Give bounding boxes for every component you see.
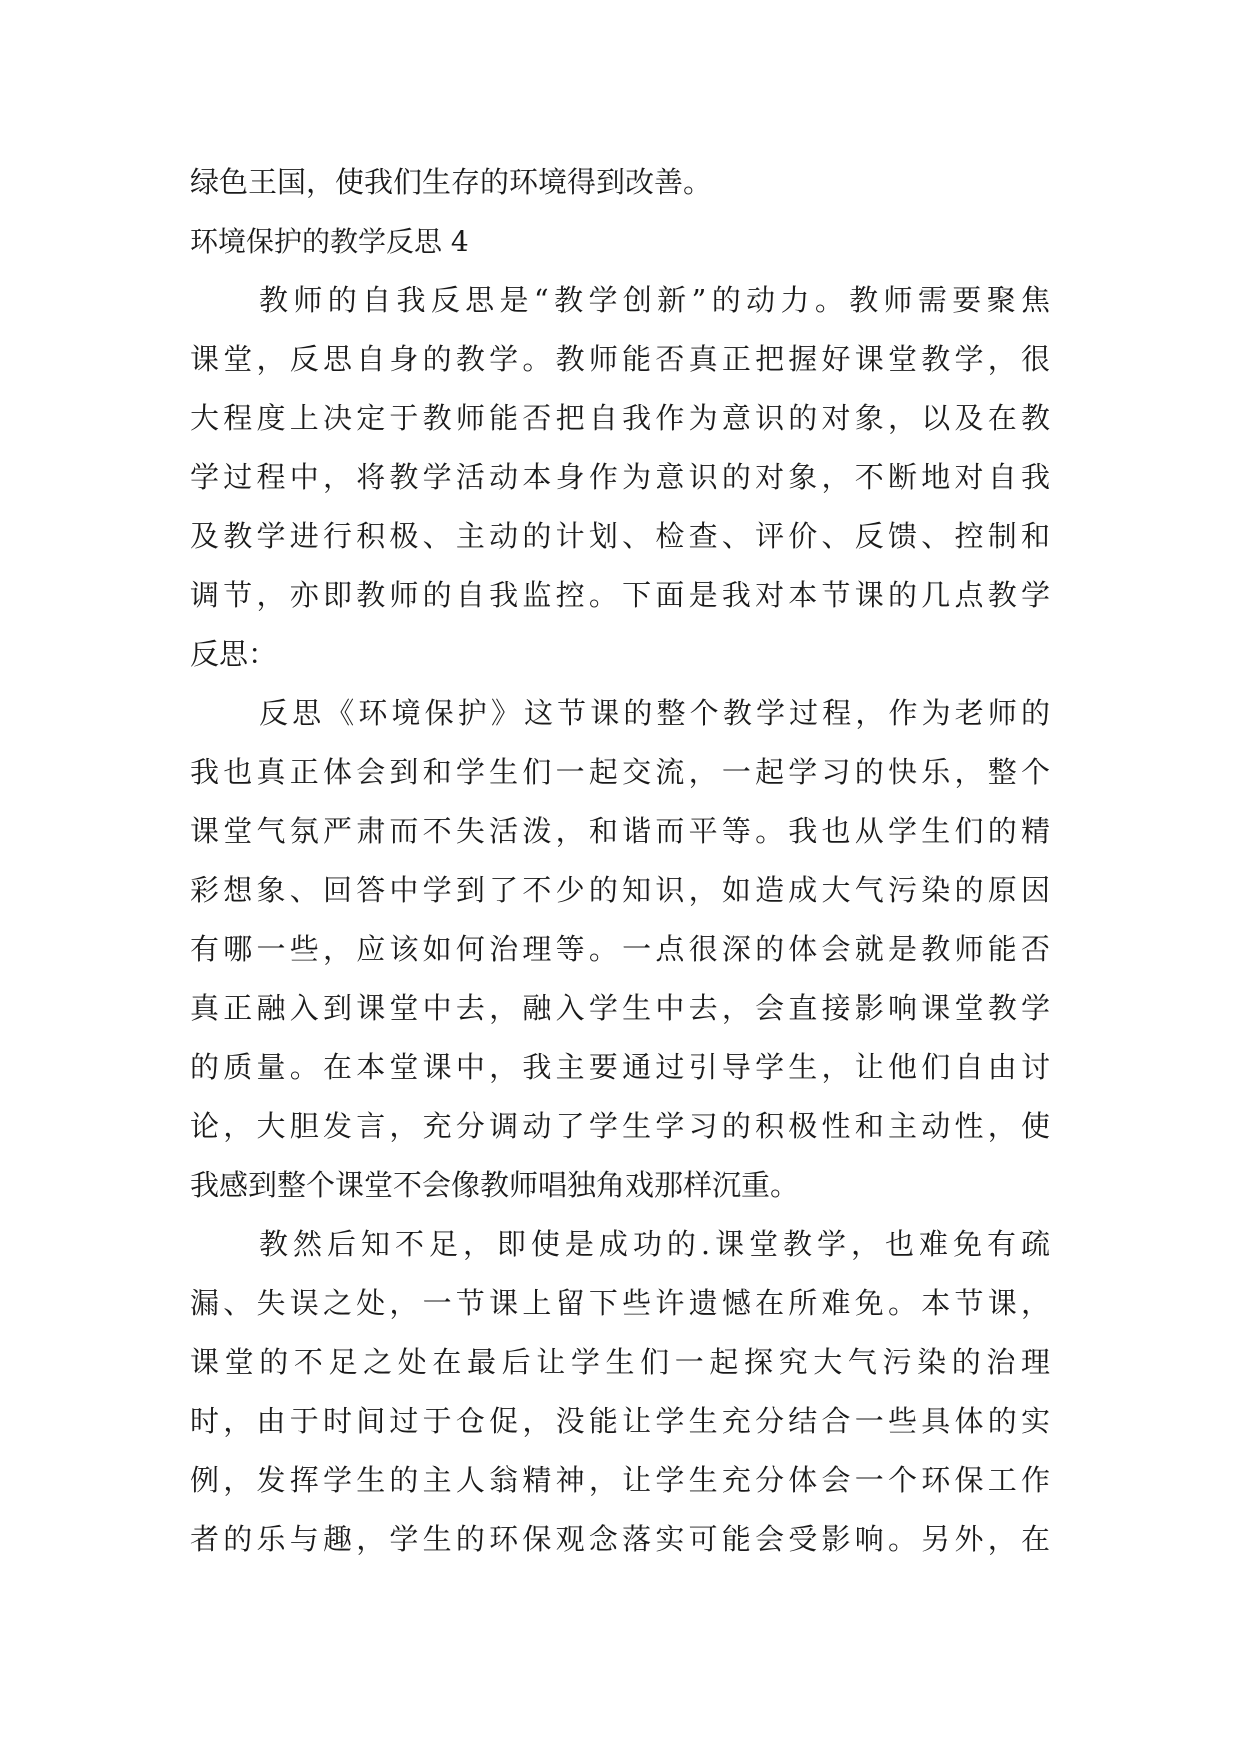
text-line: 课堂，反思自身的教学。教师能否真正把握好课堂教学，很 bbox=[190, 342, 1050, 376]
text-line: 例，发挥学生的主人翁精神，让学生充分体会一个环保工作 bbox=[190, 1463, 1050, 1497]
text-line: 论，大胆发言，充分调动了学生学习的积极性和主动性，使 bbox=[190, 1109, 1050, 1143]
text-line: 漏、失误之处，一节课上留下些许遗憾在所难免。本节课， bbox=[190, 1286, 1050, 1320]
text-line: 绿色王国，使我们生存的环境得到改善。 bbox=[190, 165, 713, 199]
text-line: 教然后知不足，即使是成功的.课堂教学，也难免有疏 bbox=[259, 1227, 1050, 1261]
text-line: 的质量。在本堂课中，我主要通过引导学生，让他们自由讨 bbox=[190, 1050, 1050, 1084]
text-line: 反思《环境保护》这节课的整个教学过程，作为老师的 bbox=[259, 696, 1050, 730]
text-line: 大程度上决定于教师能否把自我作为意识的对象，以及在教 bbox=[190, 401, 1050, 435]
document-body bbox=[190, 153, 1050, 1569]
text-line: 我也真正体会到和学生们一起交流，一起学习的快乐，整个 bbox=[190, 755, 1050, 789]
text-line: 我感到整个课堂不会像教师唱独角戏那样沉重。 bbox=[190, 1168, 800, 1202]
section-heading: 环境保护的教学反思 4 bbox=[190, 225, 469, 258]
text-line: 时，由于时间过于仓促，没能让学生充分结合一些具体的实 bbox=[190, 1404, 1050, 1438]
text-line: 有哪一些，应该如何治理等。一点很深的体会就是教师能否 bbox=[190, 932, 1050, 966]
text-line: 教师的自我反思是“教学创新”的动力。教师需要聚焦 bbox=[259, 283, 1050, 317]
text-line: 及教学进行积极、主动的计划、检查、评价、反馈、控制和 bbox=[190, 519, 1050, 553]
text-line: 真正融入到课堂中去，融入学生中去，会直接影响课堂教学 bbox=[190, 991, 1050, 1025]
text-line: 调节，亦即教师的自我监控。下面是我对本节课的几点教学 bbox=[190, 578, 1050, 612]
text-line: 学过程中，将教学活动本身作为意识的对象，不断地对自我 bbox=[190, 460, 1050, 494]
text-line: 课堂的不足之处在最后让学生们一起探究大气污染的治理 bbox=[190, 1345, 1050, 1379]
text-line: 者的乐与趣，学生的环保观念落实可能会受影响。另外，在 bbox=[190, 1522, 1050, 1556]
text-line: 反思： bbox=[190, 637, 278, 671]
text-line: 彩想象、回答中学到了不少的知识，如造成大气污染的原因 bbox=[190, 873, 1050, 907]
text-line: 课堂气氛严肃而不失活泼，和谐而平等。我也从学生们的精 bbox=[190, 814, 1050, 848]
